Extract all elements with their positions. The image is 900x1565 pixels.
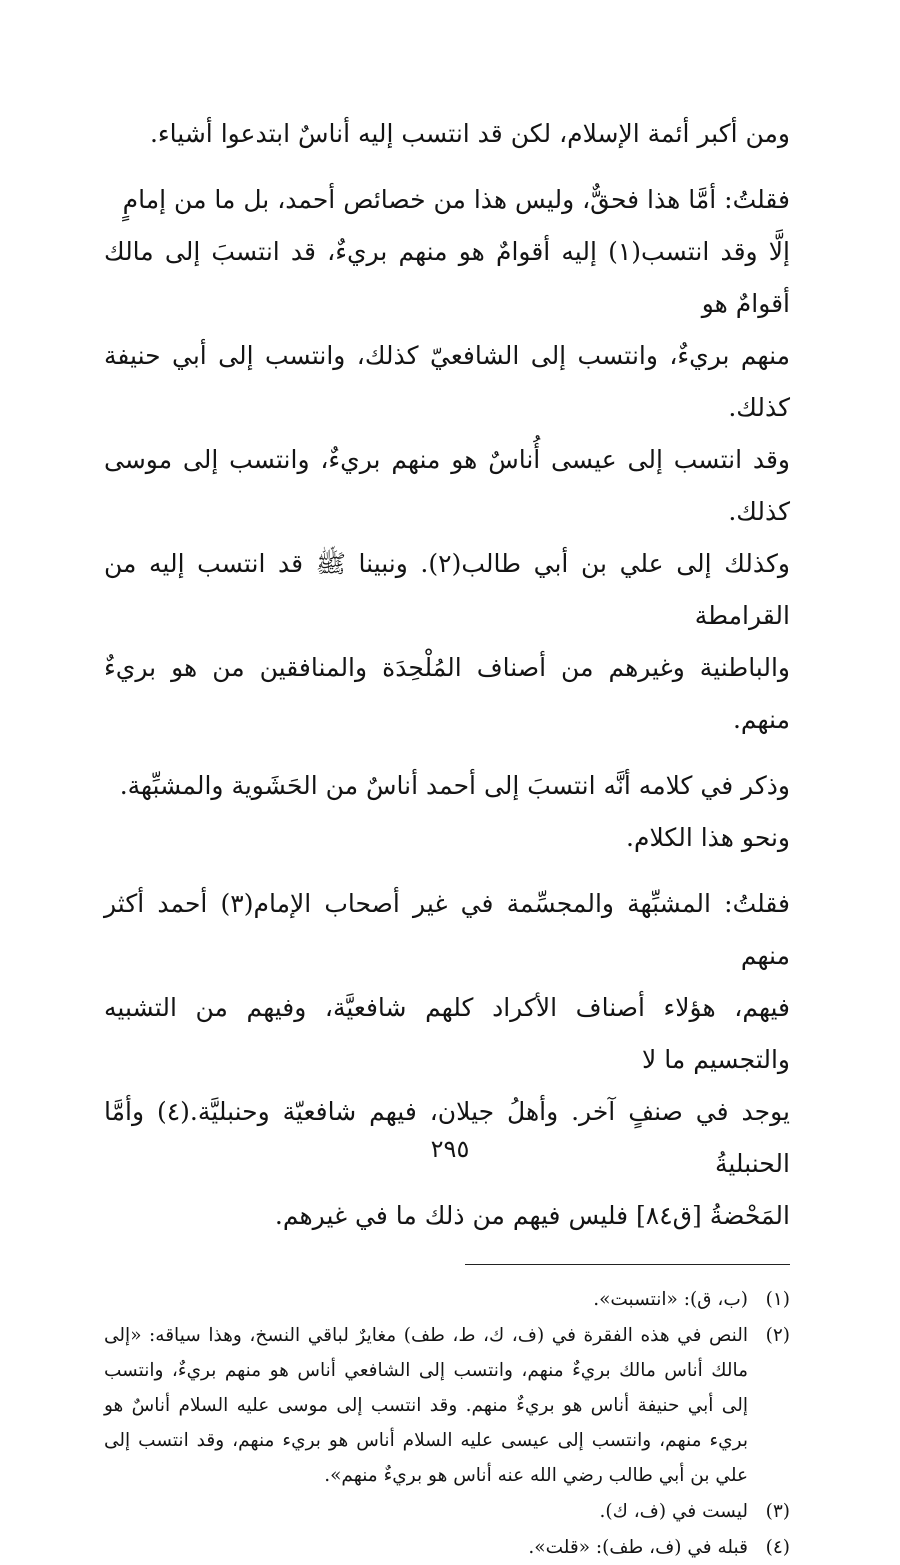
text-line: وكذلك إلى علي بن أبي طالب(٢). ونبينا ﷺ قد انتسب إليه من القرامطة: [104, 549, 790, 630]
footnote-1: [104, 1282, 790, 1317]
text-line: فقلتُ: المشبِّهة والمجسِّمة في غير أصحاب الإمام(٣) أحمد أكثر منهم: [104, 889, 790, 970]
footnote-text: (ب، ق): «انتسبت».: [593, 1289, 748, 1310]
footnote-3: [104, 1494, 790, 1529]
text-line: فقلتُ: أمَّا هذا فحقٌّ، وليس هذا من خصائص أحمد، بل ما من إمامٍ: [122, 185, 790, 214]
footnote-4: [104, 1530, 790, 1565]
footnote-number: (٣): [765, 1501, 790, 1522]
text-line: وذكر في كلامه أنَّه انتسبَ إلى أحمد أناسٌ من الحَشَوية والمشبِّهة.: [119, 771, 790, 800]
text-line: فيهم، هؤلاء أصناف الأكراد كلهم شافعيَّة، وفيهم من التشبيه والتجسيم ما لا: [104, 993, 790, 1074]
footnote-text: النص في هذه الفقرة في (ف، ك، ط، طف) مغايرٌ لباقي النسخ، وهذا سياقه: «إلى مالك أناس مالك بريءٌ منهم، وانتسب إلى الشافعي أناس هو منهم بريءٌ، وانتسب إلى أبي حنيفة أناس هو بريءٌ منهم. وقد انتسب إلى موسى عليه السلام أناسٌ هو بريء منهم، وانتسب إلى عيسى عليه السلام أناس هو بريء منهم، وقد انتسب إلى علي بن أبي طالب رضي الله عنه أناس هو بريءٌ منهم».: [104, 1325, 748, 1486]
footnote-separator: [104, 1264, 790, 1266]
footnotes: [104, 1282, 790, 1565]
text-line: المَحْضةُ [ق٨٤] فليس فيهم من ذلك ما في غيرهم.: [274, 1201, 790, 1230]
paragraph-2: [104, 174, 790, 746]
paragraph-4: [104, 878, 790, 1242]
text-line: منهم بريءٌ، وانتسب إلى الشافعيّ كذلك، وانتسب إلى أبي حنيفة كذلك.: [104, 341, 790, 422]
main-text: [104, 108, 790, 1242]
footnote-number: (٢): [765, 1325, 790, 1346]
text-line: يوجد في صنفٍ آخر. وأهلُ جيلان، فيهم شافعيّة وحنبليَّة.(٤) وأمَّا الحنبليةُ: [104, 1097, 790, 1178]
text-line: ومن أكبر أئمة الإسلام، لكن قد انتسب إليه أناسٌ ابتدعوا أشياء.: [149, 119, 790, 148]
paragraph-1: [104, 108, 790, 160]
text-line: ونحو هذا الكلام.: [626, 823, 790, 852]
text-line: والباطنية وغيرهم من أصناف المُلْحِدَة والمنافقين من هو بريءٌ منهم.: [104, 653, 790, 734]
page-number: ٢٩٥: [430, 1135, 470, 1163]
footnote-text: قبله في (ف، طف): «قلت».: [528, 1537, 748, 1558]
footnote-number: (١): [765, 1289, 790, 1310]
text-line: وقد انتسب إلى عيسى أُناسٌ هو منهم بريءٌ، وانتسب إلى موسى كذلك.: [104, 445, 790, 526]
footnote-2: [104, 1318, 790, 1493]
text-line: إلَّا وقد انتسب(١) إليه أقوامٌ هو منهم بريءٌ، قد انتسبَ إلى مالك أقوامٌ هو: [104, 237, 791, 318]
footnote-text: ليست في (ف، ك).: [599, 1501, 748, 1522]
footnote-number: (٤): [765, 1537, 790, 1558]
paragraph-3: [104, 760, 790, 864]
footnote-rule: [465, 1264, 790, 1265]
